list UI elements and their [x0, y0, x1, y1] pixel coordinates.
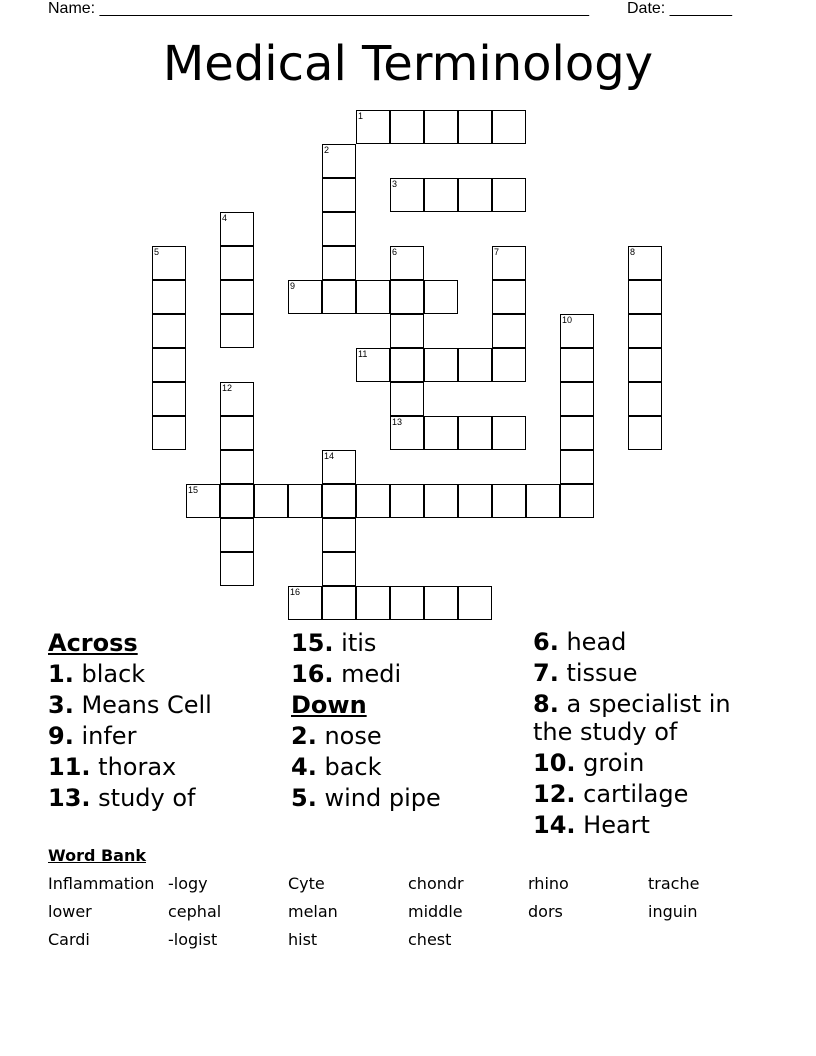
clues-column-3 [533, 628, 773, 842]
clue-number: 14 [324, 451, 335, 461]
grid-cell[interactable] [220, 280, 254, 314]
word-bank-item: inguin [648, 902, 698, 921]
grid-cell[interactable] [628, 280, 662, 314]
down-heading: Down [291, 691, 367, 719]
grid-cell-14[interactable] [322, 450, 356, 484]
grid-cell[interactable] [628, 382, 662, 416]
clues-column-1 [48, 628, 283, 814]
grid-cell[interactable] [220, 484, 254, 518]
clue-across-3: 3. Means Cell [48, 691, 212, 719]
grid-cell[interactable] [560, 416, 594, 450]
grid-cell-5[interactable] [152, 246, 186, 280]
clue-across-1: 1. black [48, 660, 146, 688]
grid-cell[interactable] [322, 246, 356, 280]
grid-cell[interactable] [424, 178, 458, 212]
clue-down-10: 10. groin [533, 749, 645, 777]
grid-cell[interactable] [220, 552, 254, 586]
grid-cell[interactable] [254, 484, 288, 518]
word-bank-item: dors [528, 902, 563, 921]
grid-cell[interactable] [152, 314, 186, 348]
grid-cell[interactable] [322, 484, 356, 518]
clue-number: 11 [358, 349, 368, 359]
grid-cell[interactable] [220, 518, 254, 552]
grid-cell[interactable] [322, 552, 356, 586]
grid-cell[interactable] [458, 110, 492, 144]
grid-cell[interactable] [492, 314, 526, 348]
grid-cell-11[interactable] [356, 348, 390, 382]
page-title: Medical Terminology [162, 36, 654, 92]
grid-cell[interactable] [492, 348, 526, 382]
word-bank-item: Inflammation [48, 874, 155, 893]
grid-cell[interactable] [560, 348, 594, 382]
clue-number: 15 [188, 485, 199, 495]
clues-column-2 [291, 628, 526, 814]
grid-cell[interactable] [458, 348, 492, 382]
across-heading: Across [48, 629, 138, 657]
grid-cell-15[interactable] [186, 484, 220, 518]
name-field-label: Name: _______________________________________________________ [48, 0, 589, 17]
grid-cell-6[interactable] [390, 246, 424, 280]
grid-cell-2[interactable] [322, 144, 356, 178]
grid-cell[interactable] [492, 178, 526, 212]
word-bank-item: chest [408, 930, 452, 949]
grid-cell[interactable] [220, 416, 254, 450]
clue-number: 9 [290, 281, 296, 291]
word-bank-item: rhino [528, 874, 569, 893]
word-bank-item: trache [648, 874, 700, 893]
grid-cell[interactable] [492, 280, 526, 314]
clue-down-8: 8. a specialist in the study of [533, 690, 731, 746]
word-bank-item: -logist [168, 930, 218, 949]
clue-across-13: 13. study of [48, 784, 196, 812]
clue-down-7: 7. tissue [533, 659, 638, 687]
grid-cell[interactable] [492, 416, 526, 450]
clue-down-5: 5. wind pipe [291, 784, 441, 812]
clue-number: 1 [358, 111, 364, 121]
grid-cell[interactable] [322, 212, 356, 246]
grid-cell[interactable] [288, 484, 322, 518]
grid-cell-12[interactable] [220, 382, 254, 416]
clue-number: 8 [630, 247, 636, 257]
clue-number: 7 [494, 247, 500, 257]
grid-cell-7[interactable] [492, 246, 526, 280]
word-bank-item: cephal [168, 902, 222, 921]
word-bank-item: chondr [408, 874, 464, 893]
grid-cell[interactable] [560, 382, 594, 416]
grid-cell[interactable] [152, 280, 186, 314]
grid-cell[interactable] [220, 314, 254, 348]
word-bank-item: hist [288, 930, 318, 949]
grid-cell[interactable] [628, 314, 662, 348]
grid-cell[interactable] [458, 484, 492, 518]
grid-cell[interactable] [424, 348, 458, 382]
grid-cell[interactable] [560, 484, 594, 518]
clue-number: 5 [154, 247, 160, 257]
grid-cell-3[interactable] [390, 178, 424, 212]
grid-cell[interactable] [390, 314, 424, 348]
clue-across-15: 15. itis [291, 629, 377, 657]
word-bank-item: Cyte [288, 874, 325, 893]
grid-cell[interactable] [220, 450, 254, 484]
grid-cell[interactable] [220, 246, 254, 280]
grid-cell[interactable] [628, 416, 662, 450]
grid-cell[interactable] [458, 178, 492, 212]
grid-cell-16[interactable] [288, 586, 322, 620]
grid-cell[interactable] [322, 586, 356, 620]
grid-cell[interactable] [424, 110, 458, 144]
grid-cell[interactable] [390, 586, 424, 620]
grid-cell[interactable] [322, 518, 356, 552]
grid-cell-1[interactable] [356, 110, 390, 144]
grid-cell[interactable] [322, 280, 356, 314]
grid-cell[interactable] [492, 110, 526, 144]
word-bank-title: Word Bank [48, 846, 147, 865]
date-field-label: Date: _______ [627, 0, 732, 17]
grid-cell[interactable] [492, 484, 526, 518]
grid-cell[interactable] [390, 382, 424, 416]
grid-cell-10[interactable] [560, 314, 594, 348]
clue-across-16: 16. medi [291, 660, 402, 688]
clue-across-11: 11. thorax [48, 753, 177, 781]
grid-cell[interactable] [390, 348, 424, 382]
clue-number: 2 [324, 145, 330, 155]
grid-cell[interactable] [526, 484, 560, 518]
word-bank-item: lower [48, 902, 92, 921]
word-bank-item: melan [288, 902, 338, 921]
clue-down-6: 6. head [533, 628, 627, 656]
grid-cell[interactable] [424, 484, 458, 518]
grid-cell[interactable] [152, 348, 186, 382]
grid-cell[interactable] [458, 586, 492, 620]
grid-cell[interactable] [322, 178, 356, 212]
clue-number: 10 [562, 315, 573, 325]
clue-number: 13 [392, 417, 403, 427]
grid-cell[interactable] [356, 280, 390, 314]
word-bank-item: Cardi [48, 930, 90, 949]
grid-cell-13[interactable] [390, 416, 424, 450]
grid-cell-4[interactable] [220, 212, 254, 246]
grid-cell[interactable] [560, 450, 594, 484]
grid-cell[interactable] [424, 280, 458, 314]
clue-down-12: 12. cartilage [533, 780, 689, 808]
grid-cell-8[interactable] [628, 246, 662, 280]
grid-cell[interactable] [356, 586, 390, 620]
grid-cell[interactable] [152, 416, 186, 450]
clue-number: 16 [290, 587, 301, 597]
grid-cell[interactable] [390, 484, 424, 518]
grid-cell[interactable] [628, 348, 662, 382]
word-bank-item: middle [408, 902, 463, 921]
clue-across-9: 9. infer [48, 722, 137, 750]
grid-cell[interactable] [390, 110, 424, 144]
word-bank-item: -logy [168, 874, 208, 893]
clue-number: 3 [392, 179, 398, 189]
clue-number: 12 [222, 383, 233, 393]
grid-cell[interactable] [424, 586, 458, 620]
grid-cell[interactable] [356, 484, 390, 518]
grid-cell[interactable] [152, 382, 186, 416]
grid-cell[interactable] [424, 416, 458, 450]
grid-cell[interactable] [458, 416, 492, 450]
grid-cell[interactable] [390, 280, 424, 314]
clue-number: 6 [392, 247, 398, 257]
clue-down-4: 4. back [291, 753, 382, 781]
clue-number: 4 [222, 213, 228, 223]
clue-down-2: 2. nose [291, 722, 382, 750]
clue-down-14: 14. Heart [533, 811, 650, 839]
grid-cell-9[interactable] [288, 280, 322, 314]
